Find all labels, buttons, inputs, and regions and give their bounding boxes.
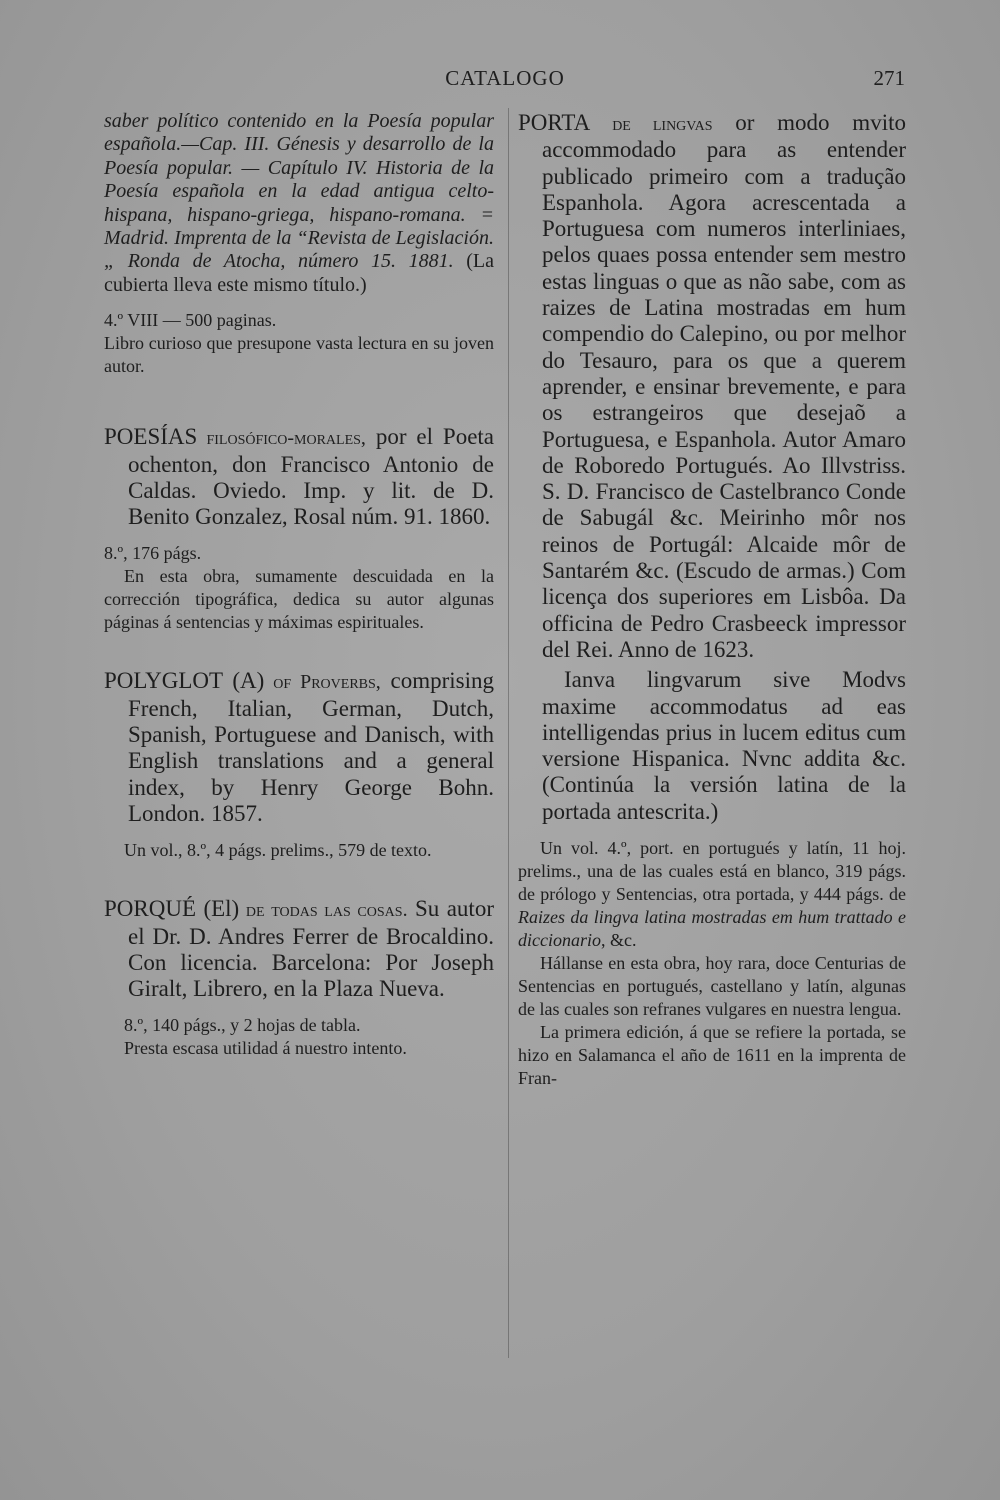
page-number: 271 (873, 66, 905, 90)
catalog-entry-porque (104, 896, 494, 1060)
right-column (518, 110, 906, 1090)
entry-heading (104, 668, 494, 827)
entry-body: or modo mvito accommodado para as entender publicado primeiro com a tradução Espanhola. Agora acrescentada a Portuguesa com numeros interliniaes, pelos quaes possa entender sem mestro estas linguas o que as não sabe, com as raizes de Latina mostradas em hum compendio do Calepino, ou por melhor do Tesauro, para os que a querem aprender, e ensinar brevemente, e para os estrangeiros que desejaõ a Portuguesa, e Espanhola. Autor Amaro de Roboredo Portugués. Ao Illvstriss. S. D. Francisco de Castelbranco Conde de Sabugál &c. Meirinho môr nos reinos de Portugál: Alcaide môr de Santarém &c. (Escudo de armas.) Com licença dos superiores em Lisbôa. Da officina de Pedro Crasbeeck impressor del Rei. Anno de 1623. (542, 110, 906, 662)
entry-note: La primera edición, á que se refiere la portada, se hizo en Salamanca el año de 1611 en la imprenta de Fran- (518, 1022, 906, 1089)
entry-note: 8.º, 176 págs. (104, 543, 202, 564)
catalog-entry-polyglot (104, 668, 494, 862)
catalog-entry-porta (518, 110, 906, 1090)
note-end: , &c. (601, 930, 637, 951)
continuation-note: 4.º VIII — 500 paginas. (104, 310, 277, 331)
entry-heading (104, 896, 494, 1002)
continuation-note: Libro curioso que presupone vasta lectura en su joven autor. (104, 333, 494, 377)
entry-lead-smallcaps: filosófico-morales, (197, 427, 366, 450)
entry-note: Presta escasa utilidad á nuestro intento. (124, 1038, 407, 1059)
entry-body: por el Poeta ochenton, don Francisco Antonio de Caldas. Oviedo. Imp. y lit. de D. Benito Gonzalez, Rosal núm. 91. 1860. (128, 424, 495, 530)
entry-note: Hállanse en esta obra, hoy rara, doce Centurias de Sentencias en portugués, castellano y latín, algunas de las cuales son refranes vulgares en nuestra lengua. (518, 953, 906, 1020)
entry-heading (104, 424, 494, 530)
entry-heading (518, 110, 906, 663)
entry-body-latin: Ianva lingvarum sive Modvs maxime accommodatus ad eas intelligendas prius in lucem editus cum versione Hispanica. Nvnc addita &c. (Continúa la versión latina de la portada antescrita.) (542, 667, 906, 824)
entry-note (518, 837, 906, 952)
entry-lead-smallcaps: de todas las cosas. (239, 899, 408, 922)
left-column (104, 110, 494, 1060)
entry-lead: POESÍAS (104, 424, 198, 450)
running-title: CATALOGO (445, 66, 565, 90)
note-plain: Un vol. 4.º, port. en portugués y latín, 11 hoj. prelims., una de las cuales está en blanco, 319 págs. de prólogo y Sentencias, otra portada, y 444 págs. de (518, 838, 906, 905)
entry-note: En esta obra, sumamente descuidada en la corrección tipográfica, dedica su autor algunas páginas á sentencias y máximas espirituales. (104, 566, 494, 633)
continuation-italic: saber político contenido en la Poesía popular española.—Cap. III. Génesis y desarrollo de la Poesía popular. — Capítulo IV. Historia de la Poesía española en la edad antigua celto-hispana, hispano-griega, hispano-romana. = Madrid. Imprenta de la “Revista de Legislación.„ Ronda de Atocha, número 15. 1881. (104, 110, 494, 273)
catalog-entry-poesias (104, 424, 494, 634)
entry-body: comprising French, Italian, German, Dutch, Spanish, Portuguese and Danisch, with English translations and a general index, by Henry George Bohn. London. 1857. (128, 668, 494, 826)
entry-lead-smallcaps: de lingvas (590, 113, 713, 135)
entry-lead: POLYGLOT (A) (104, 668, 265, 694)
entry-note: Un vol., 8.º, 4 págs. prelims., 579 de texto. (124, 840, 432, 861)
column-rule (508, 108, 509, 1358)
continuation-text (104, 110, 494, 297)
running-header (105, 66, 905, 100)
entry-body: Su autor el Dr. D. Andres Ferrer de Brocaldino. Con licencia. Barcelona: Por Joseph Giralt, Librero, en la Plaza Nueva. (128, 896, 494, 1002)
entry-lead: PORQUÉ (El) (104, 896, 240, 922)
entry-note: 8.º, 140 págs., y 2 hojas de tabla. (124, 1015, 361, 1036)
entry-lead-smallcaps: of Proverbs, (264, 671, 381, 694)
note-italic-title: Raizes da lingva latina mostradas em hum trattado e diccionario (518, 907, 906, 951)
entry-lead: PORTA (518, 110, 591, 135)
continuation-plain: (La cubierta lleva este mismo título.) (104, 250, 494, 296)
